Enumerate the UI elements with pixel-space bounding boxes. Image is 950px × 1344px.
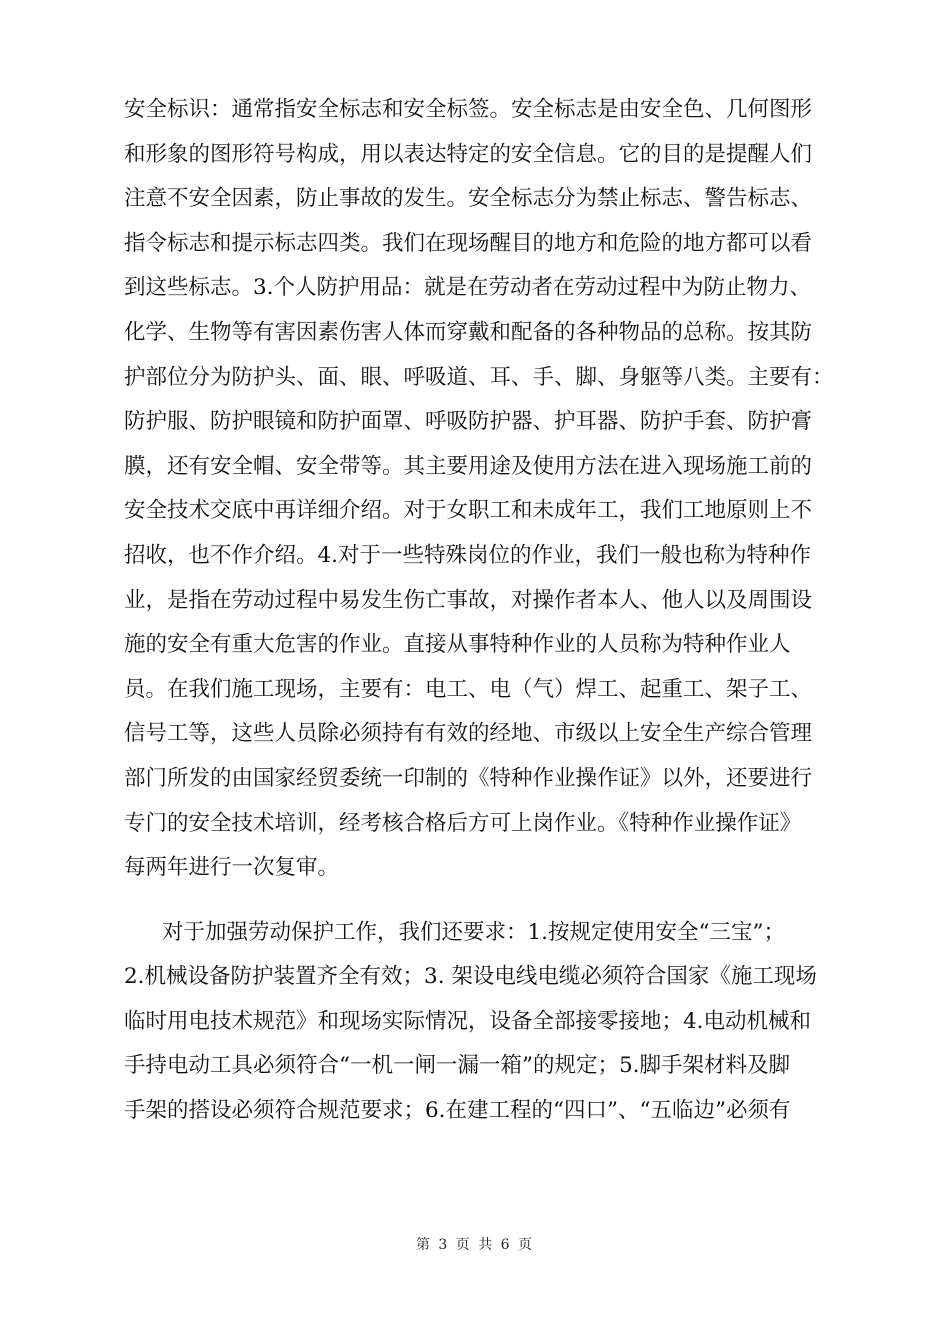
text-line: 临时用电技术规范》和现场实际情况，设备全部接零接地；4.电动机械和 — [124, 1008, 812, 1034]
text-line: 膜，还有安全帽、安全带等。其主要用途及使用方法在进入现场施工前的 — [124, 453, 813, 479]
text-line: 施的安全有重大危害的作业。直接从事特种作业的人员称为特种作业人 — [124, 632, 791, 658]
text-line: 到这些标志。3.个人防护用品：就是在劳动者在劳动过程中为防止物力、 — [124, 275, 812, 301]
text-line: 防护服、防护眼镜和防护面罩、呼吸防护器、护耳器、防护手套、防护膏 — [124, 409, 813, 435]
text-line: 注意不安全因素，防止事故的发生。安全标志分为禁止标志、警告标志、 — [124, 186, 813, 212]
text-line: 部门所发的由国家经贸委统一印制的《特种作业操作证》以外，还要进行 — [124, 765, 813, 791]
text-line: 每两年进行一次复审。 — [124, 855, 340, 881]
body-text — [124, 88, 834, 1134]
text-line: 安全标识：通常指安全标志和安全标签。安全标志是由安全色、几何图形 — [124, 97, 813, 122]
text-line: 招收，也不作介绍。4.对于一些特殊岗位的作业，我们一般也称为特种作 — [124, 542, 812, 568]
text-line: 安全技术交底中再详细介绍。对于女职工和未成年工，我们工地原则上不 — [124, 498, 813, 524]
page-number-footer: 第 3 页 共 6 页 — [415, 1237, 535, 1253]
text-line: 业，是指在劳动过程中易发生伤亡事故，对操作者本人、他人以及周围设 — [124, 587, 813, 613]
paragraph-2 — [124, 911, 830, 1134]
text-line: 专门的安全技术培训，经考核合格后方可上岗作业。《特种作业操作证》 — [124, 810, 802, 836]
text-line: 手架的搭设必须符合规范要求；6.在建工程的“四口”、“五临边”必须有 — [124, 1098, 791, 1124]
text-line: 信号工等，这些人员除必须持有有效的经地、市级以上安全生产综合管理 — [124, 721, 813, 747]
text-line: 和形象的图形符号构成，用以表达特定的安全信息。它的目的是提醒人们 — [124, 141, 813, 167]
paragraph-spacer — [124, 891, 830, 911]
text-line: 化学、生物等有害因素伤害人体而穿戴和配备的各种物品的总称。按其防 — [124, 319, 813, 345]
text-line: 护部位分为防护头、面、眼、呼吸道、耳、手、脚、身躯等八类。主要有： — [124, 364, 834, 390]
text-line: 手持电动工具必须符合“一机一闸一漏一箱”的规定；5.脚手架材料及脚 — [124, 1053, 790, 1079]
text-line: 指令标志和提示标志四类。我们在现场醒目的地方和危险的地方都可以看 — [124, 230, 813, 256]
text-line: 员。在我们施工现场，主要有：电工、电（气）焊工、起重工、架子工、 — [124, 676, 813, 702]
paragraph-1 — [124, 88, 834, 891]
text-line-indented: 对于加强劳动保护工作，我们还要求：1.按规定使用安全“三宝”； — [162, 919, 785, 945]
text-line: 2.机械设备防护装置齐全有效；3. 架设电线电缆必须符合国家《施工现场 — [124, 964, 817, 990]
